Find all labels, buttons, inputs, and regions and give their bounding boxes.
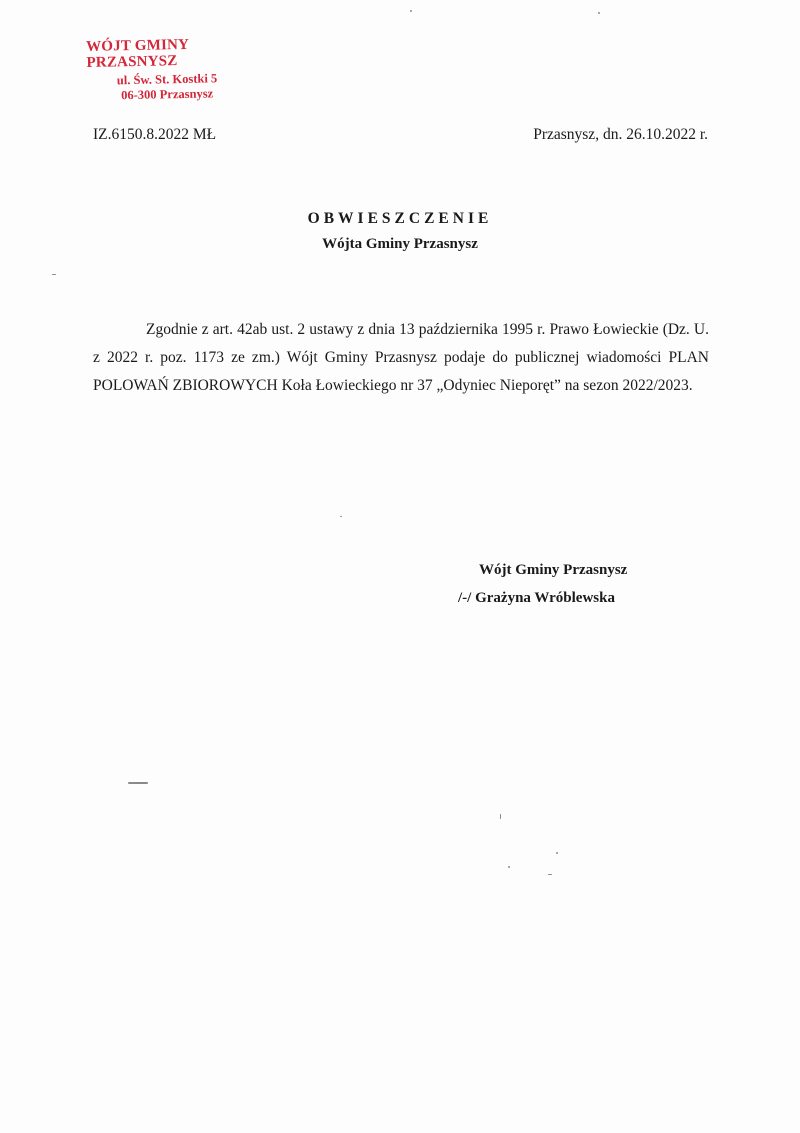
scan-speck <box>128 782 148 784</box>
scan-speck <box>52 274 56 275</box>
signature-title: Wójt Gminy Przasnysz <box>479 562 628 578</box>
scan-speck <box>500 814 501 819</box>
stamp-address-street: ul. Św. St. Kostki 5 <box>116 70 218 87</box>
scan-speck <box>556 852 558 854</box>
place-date: Przasnysz, dn. 26.10.2022 r. <box>533 126 708 143</box>
scan-speck <box>340 516 342 517</box>
scan-speck <box>508 866 510 868</box>
heading-title: OBWIESZCZENIE <box>307 210 493 227</box>
heading-subtitle: Wójta Gminy Przasnysz <box>322 236 478 252</box>
document-heading <box>0 210 800 253</box>
signature-name: /-/ Grażyna Wróblewska <box>458 590 615 606</box>
stamp-title: WÓJT GMINY PRZASNYSZ <box>85 36 189 71</box>
scan-speck <box>548 874 552 875</box>
scan-speck <box>598 12 600 14</box>
announcement-paragraph: Zgodnie z art. 42ab ust. 2 ustawy z dnia 13 października 1995 r. Prawo Łowieckie (Dz. U. z 2022 r. poz. 1173 ze zm.) Wójt Gminy Przasnysz podaje do publicznej wiadomości PLAN POLOWAŃ ZBIOROWYCH Koła Łowieckiego nr 37 „Odyniec Nieporęt” na sezon 2022/2023. <box>93 321 709 394</box>
reference-number: IZ.6150.8.2022 MŁ <box>93 126 217 143</box>
office-stamp <box>86 36 267 103</box>
signature-block <box>458 556 678 612</box>
scan-speck <box>410 10 412 12</box>
stamp-address-city: 06-300 Przasnysz <box>121 85 214 102</box>
